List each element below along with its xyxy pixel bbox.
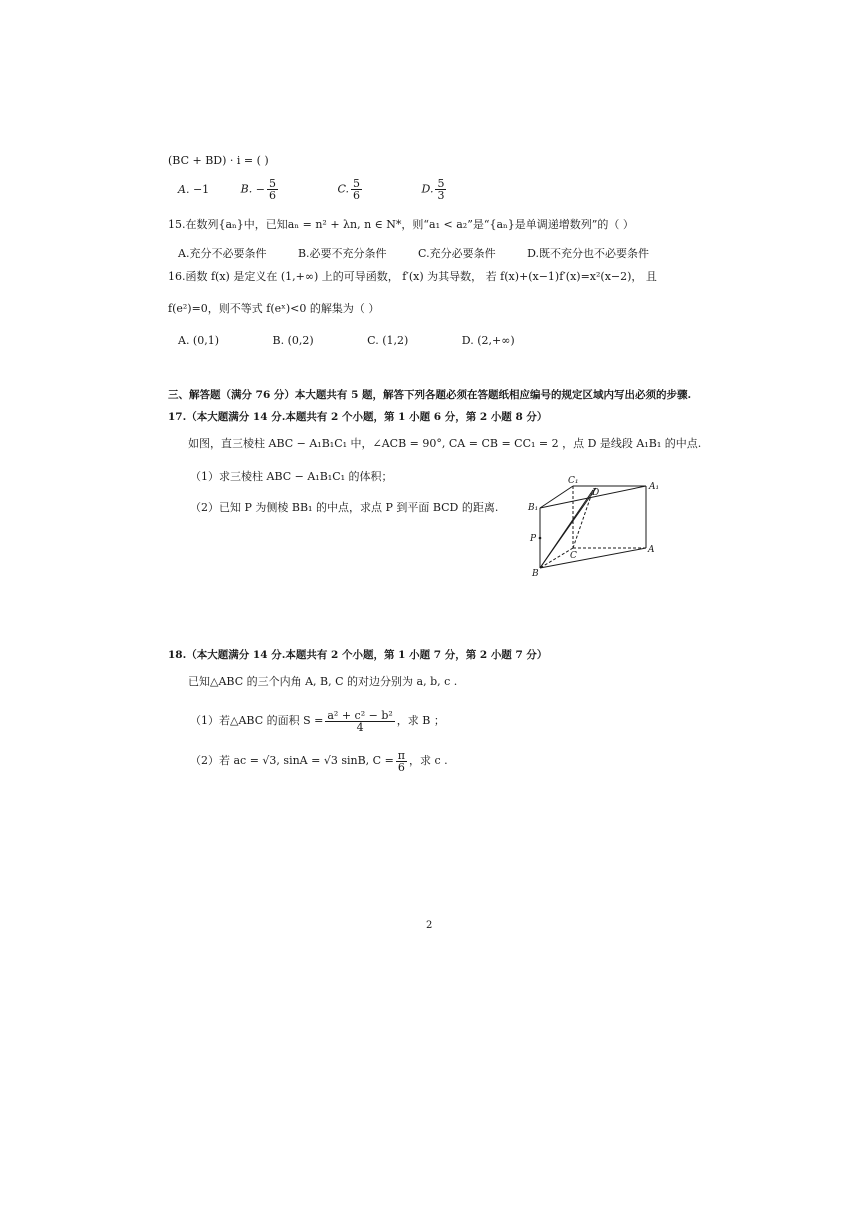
prism-figure [526,472,666,580]
label-b: B [532,569,539,579]
q15-stem: 15.在数列{aₙ}中，已知aₙ = n² + λn, n ∈ N*，则“a₁ < a₂”是“{aₙ}是单调递增数列”的（ ） [168,218,634,231]
q17-stem: 如图，直三棱柱 ABC − A₁B₁C₁ 中，∠ACB = 90°, CA = CB = CC₁ = 2 ，点 D 是线段 A₁B₁ 的中点. [188,437,702,450]
q14-options [178,178,502,201]
q16-stem-line1: 16.函数 f(x) 是定义在 (1,+∞) 上的可导函数， f′(x) 为其导数， 若 f(x)+(x−1)f′(x)=x²(x−2)， 且 [168,270,657,283]
q16-option-b: B. (0,2) [272,334,314,347]
label-p: P [530,534,537,544]
label-a1: A₁ [649,482,660,492]
label-c: C [570,551,577,561]
q15-option-d: D.既不充分也不必要条件 [527,247,650,260]
q14-option-b: B. − $\frac{5}{6}$ [240,177,276,202]
q16-option-a: A. (0,1) [178,334,220,347]
q18-header: 18.（本大题满分 14 分.本题共有 2 个小题，第 1 小题 7 分，第 2 小题 7 分） [168,649,548,661]
q16-options [178,334,543,347]
q14-option-d: D. $\frac{5}{3}$ [421,177,445,202]
label-d: D [592,488,600,498]
q15-option-c: C.充分必要条件 [418,247,496,260]
q17-header: 17.（本大题满分 14 分.本题共有 2 个小题，第 1 小题 6 分，第 2 小题 8 分） [168,411,548,423]
q14-option-c: C. $\frac{5}{6}$ [337,177,361,202]
section3-heading: 三、解答题（满分 76 分）本大题共有 5 题，解答下列各题必须在答题纸相应编号的规定区域内写出必须的步骤. [168,389,692,401]
q17-part1: （1）求三棱柱 ABC − A₁B₁C₁ 的体积； [190,470,393,483]
q14-expression: (BC + BD) · i = ( ) [168,154,269,167]
q15-option-a: A.充分不必要条件 [178,247,267,260]
page-number: 2 [426,920,433,931]
q16-option-c: C. (1,2) [367,334,409,347]
q15-options [178,245,677,261]
label-a: A [648,545,655,555]
q16-stem-line2: f(e²)=0，则不等式 f(eˣ)<0 的解集为（ ） [168,302,380,315]
q15-option-b: B.必要不充分条件 [297,247,387,260]
q16-option-d: D. (2,+∞) [461,334,515,347]
q14-option-a: A. −1 [178,182,210,196]
q18-part2: （2）若 ac = √3, sinA = √3 sinB, C = $\frac{\pi}{6}$ ，求 c . [190,748,448,774]
q17-part2: （2）已知 P 为侧棱 BB₁ 的中点，求点 P 到平面 BCD 的距离. [190,501,499,514]
label-c1: C₁ [568,476,579,486]
q18-part1: （1）若△ABC 的面积 S = $\frac{\text{a² + c² − b²}}{4}$ ，求 B ； [190,708,445,734]
label-b1: B₁ [528,503,539,513]
q18-stem: 已知△ABC 的三个内角 A, B, C 的对边分别为 a, b, c . [188,675,458,688]
